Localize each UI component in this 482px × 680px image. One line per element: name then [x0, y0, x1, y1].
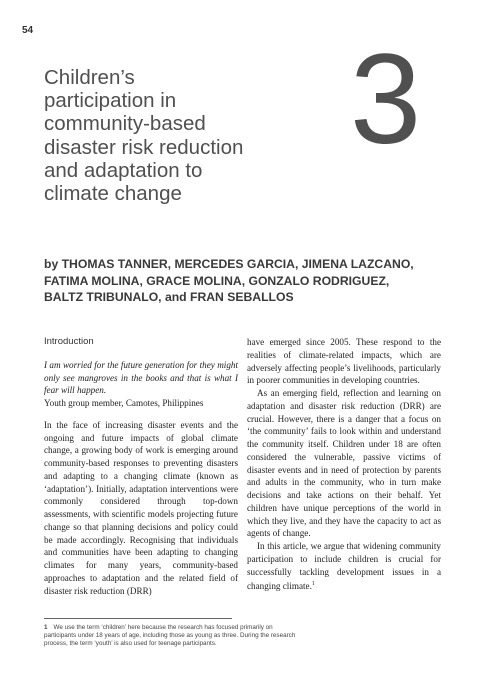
chapter-title-line: and adaptation to: [44, 158, 203, 182]
footnote-text: We use the term ‘children’ here because the research has focused primarily on participants under 18 years of age, including those as young as three. During the research process, the term ‘youth’ is also used for teenage participants.: [44, 624, 296, 648]
body-paragraph-text: In this article, we argue that widening community participation to include children is crucial for successfully tackling development issues in a changing climate.: [247, 541, 441, 592]
author-line: by THOMAS TANNER, MERCEDES GARCIA, JIMENA LAZCANO,: [44, 257, 414, 271]
author-line: BALTZ TRIBUNALO, and FRAN SEBALLOS: [44, 290, 294, 305]
chapter-title: [44, 66, 344, 205]
right-column: [247, 336, 441, 593]
chapter-title-line: community-based: [44, 112, 206, 136]
epigraph-source: Youth group member, Camotes, Philippines: [44, 398, 204, 408]
chapter-title-line: disaster risk reduction: [44, 135, 244, 159]
footnote: [44, 624, 304, 649]
body-paragraph: As an emerging field, reflection and learning on adaptation and disaster risk reduction (DRR) are crucial. However, there is a danger that a focus on ‘the community’ fails to look within and understand the community itself. Children under 18 are often considered the vulnerable, passive victims of disaster events and in need of protection by parents and adults in the community, who in turn make decisions and take actions on their behalf. Yet children have unique perceptions of the world in which they live, and they have the capacity to act as agents of change.: [247, 388, 441, 539]
epigraph-quote: I am worried for the future generation for they might only see mangroves in the books and that is what I fear will happen.: [44, 359, 238, 396]
footnote-divider: [44, 618, 232, 619]
chapter-title-line: Children’s: [44, 66, 135, 89]
chapter-number: 3: [350, 28, 422, 171]
chapter-title-line: participation in: [44, 89, 177, 113]
chapter-title-line: climate change: [44, 182, 182, 206]
author-list: [44, 256, 444, 306]
body-paragraph: In the face of increasing disaster events and the ongoing and future impacts of global climate change, a growing body of work is emerging around community-based responses to preventing disasters and adapting to a changing climate (known as ‘adaptation’). Initially, adaptation interventions were commonly considered through top-down assessments, with scientific models projecting future change so that planning decisions and policy could be made accordingly. Recognising that individuals and communities have been adapting to changing climates for many years, community-based approaches to adaptation and the related field of disaster risk reduction (DRR): [44, 419, 238, 596]
author-line: FATIMA MOLINA, GRACE MOLINA, GONZALO RODRIGUEZ,: [44, 273, 390, 288]
body-paragraph: have emerged since 2005. These respond to the realities of climate-related impacts, which are adversely affecting people’s livelihoods, particularly in poorer communities in developing countries.: [247, 337, 441, 386]
footnote-reference[interactable]: 1: [311, 581, 315, 588]
section-heading: Introduction: [44, 336, 94, 347]
page-number: 54: [22, 25, 34, 36]
footnote-marker: 1: [44, 624, 48, 631]
left-column: [44, 336, 238, 597]
body-paragraph: [247, 540, 441, 593]
